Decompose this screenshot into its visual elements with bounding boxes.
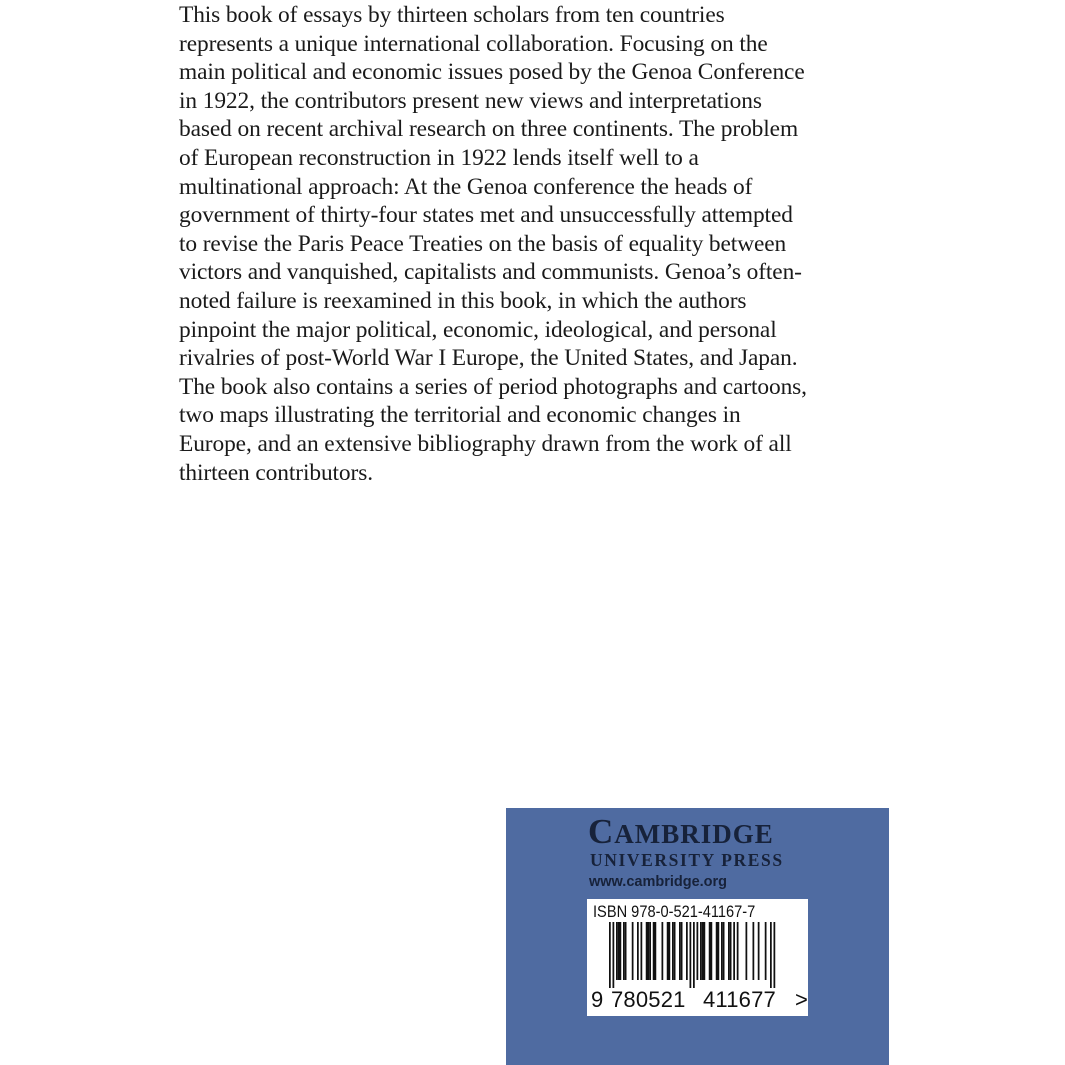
barcode-bar <box>674 922 676 980</box>
barcode-bar <box>637 922 639 980</box>
barcode-bar <box>623 922 625 980</box>
barcode-label <box>587 899 808 1016</box>
barcode-bar <box>681 922 683 980</box>
publisher-name-initial: C <box>588 812 615 851</box>
barcode-bar <box>702 922 704 980</box>
barcode-bar <box>697 922 699 980</box>
barcode-digits-right: 411677 <box>703 987 776 1012</box>
barcode-bar <box>753 922 755 980</box>
barcode-bar <box>721 922 723 980</box>
barcode-bar <box>679 922 681 980</box>
blurb-line: based on recent archival research on three continents. The problem <box>179 116 799 143</box>
barcode-quiet-zone-marker: > <box>795 987 808 1012</box>
barcode-bar <box>774 922 776 988</box>
barcode-bar <box>700 922 702 980</box>
barcode-bar <box>662 922 664 980</box>
barcode-bar <box>718 922 720 980</box>
barcode-bar <box>625 922 627 980</box>
barcode-bar <box>711 922 713 980</box>
barcode-bar <box>746 922 748 980</box>
publisher-name <box>588 814 774 852</box>
barcode-digit-first: 9 <box>591 987 604 1012</box>
blurb-line: victors and vanquished, capitalists and communists. Genoa’s often- <box>179 259 802 286</box>
barcode-bar <box>613 922 615 988</box>
blurb-line: two maps illustrating the territorial and economic changes in <box>179 402 741 429</box>
barcode-bar <box>616 922 618 980</box>
barcode-bar <box>686 922 688 980</box>
blurb-line: government of thirty-four states met and unsuccessfully attempted <box>179 202 793 229</box>
barcode-icon <box>609 922 799 990</box>
barcode-bar <box>609 922 611 988</box>
blurb-line: noted failure is reexamined in this book, in which the authors <box>179 287 747 314</box>
blurb-line: in 1922, the contributors present new views and interpretations <box>179 87 762 114</box>
publisher-url: www.cambridge.org <box>589 874 728 890</box>
blurb-line: multinational approach: At the Genoa conference the heads of <box>179 173 753 200</box>
barcode-bar <box>770 922 772 988</box>
blurb-line: to revise the Paris Peace Treaties on the basis of equality between <box>179 230 787 257</box>
barcode-bar <box>737 922 739 980</box>
blurb-line: pinpoint the major political, economic, ideological, and personal <box>179 316 777 343</box>
blurb-line: This book of essays by thirteen scholars from ten countries <box>179 2 725 28</box>
blurb-line: of European reconstruction in 1922 lends itself well to a <box>179 144 699 171</box>
barcode-bar <box>723 922 725 980</box>
publisher-name-rest: AMBRIDGE <box>614 819 774 849</box>
barcode-bar <box>646 922 648 980</box>
barcode-bar <box>690 922 692 988</box>
barcode-bar <box>641 922 643 980</box>
blurb-line: main political and economic issues posed by the Genoa Conference <box>179 59 805 86</box>
barcode-bar <box>704 922 706 980</box>
barcode-bar <box>649 922 651 980</box>
publisher-press: UNIVERSITY PRESS <box>590 850 784 870</box>
publisher-panel <box>506 808 889 1065</box>
barcode-digits <box>591 987 807 1013</box>
blurb-line: rivalries of post-World War I Europe, the United States, and Japan. <box>179 345 798 372</box>
back-cover-blurb <box>179 1 829 487</box>
blurb-line: The book also contains a series of period photographs and cartoons, <box>179 373 807 400</box>
barcode-bar <box>653 922 655 980</box>
blurb-line: represents a unique international collaboration. Focusing on the <box>179 30 768 57</box>
barcode-digits-left: 780521 <box>611 987 686 1012</box>
barcode-bar <box>728 922 730 980</box>
barcode-bar <box>648 922 650 980</box>
barcode-bar <box>716 922 718 980</box>
barcode-bar <box>730 922 732 980</box>
barcode-bar <box>758 922 760 980</box>
barcode-bar <box>632 922 634 980</box>
barcode-bar <box>672 922 674 980</box>
barcode-bar <box>709 922 711 980</box>
blurb-line: Europe, and an extensive bibliography drawn from the work of all <box>179 430 792 457</box>
barcode-bar <box>618 922 620 980</box>
isbn-number: ISBN 978-0-521-41167-7 <box>593 902 756 921</box>
barcode-bar <box>669 922 671 980</box>
barcode-bar <box>655 922 657 980</box>
barcode-bar <box>765 922 767 980</box>
barcode-bar <box>733 922 735 980</box>
blurb-line: thirteen contributors. <box>179 459 373 486</box>
barcode-bar <box>620 922 622 980</box>
barcode-bar <box>667 922 669 980</box>
barcode-bar <box>693 922 695 988</box>
